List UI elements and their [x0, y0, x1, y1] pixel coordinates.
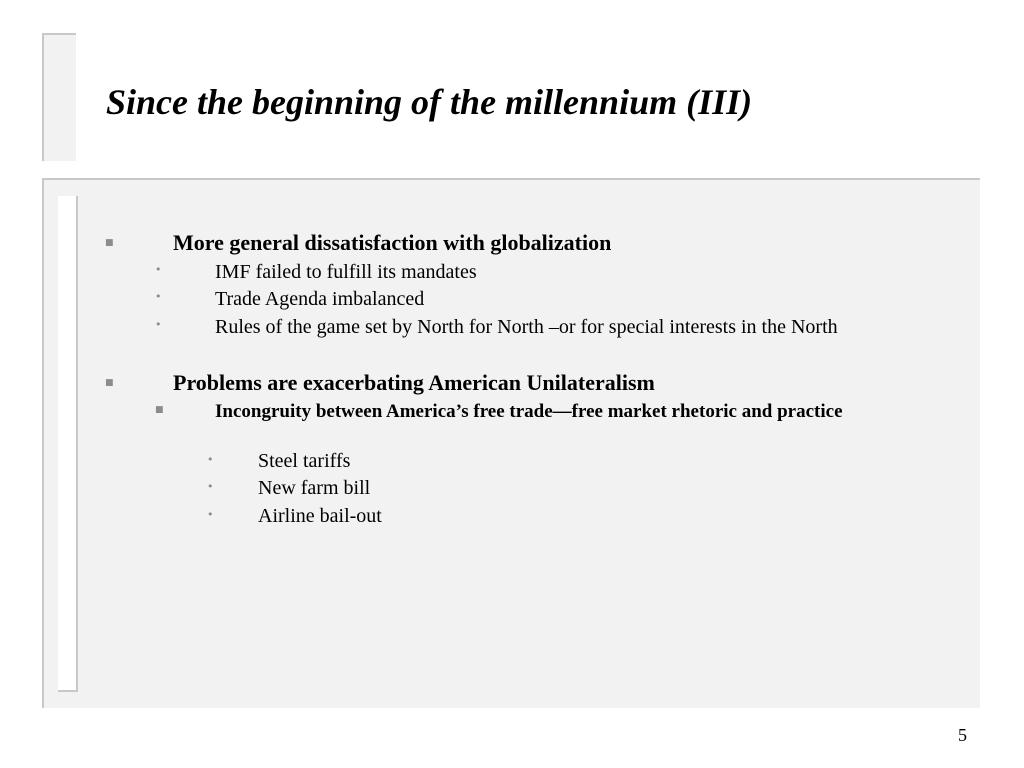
slide-title: Since the beginning of the millennium (III): [106, 82, 753, 122]
square-bullet-icon: ■: [105, 378, 114, 388]
dot-bullet-icon: •: [155, 318, 162, 331]
bullet-level1-unilateralism: Problems are exacerbating American Unilateralism: [173, 370, 655, 395]
bullet-level2-incongruity: Incongruity between America’s free trade—free market rhetoric and practice: [215, 401, 843, 422]
page-number: 5: [958, 725, 967, 745]
bullet-level2-trade-agenda: Trade Agenda imbalanced: [215, 288, 425, 310]
bullet-level3-farm-bill: New farm bill: [258, 477, 371, 499]
dot-bullet-icon: •: [207, 453, 214, 466]
bullet-level3-airline-bailout: Airline bail-out: [258, 505, 382, 527]
dot-bullet-icon: •: [207, 480, 214, 493]
dot-bullet-icon: •: [207, 508, 214, 521]
dot-bullet-icon: •: [155, 263, 162, 276]
bullet-level1-globalization: More general dissatisfaction with globalization: [173, 230, 612, 255]
content-panel: [42, 178, 980, 708]
bullet-level2-rules: Rules of the game set by North for North –or for special interests in the North: [215, 316, 838, 338]
dot-bullet-icon: •: [155, 290, 162, 303]
title-accent-bar: [42, 33, 76, 161]
bullet-level3-steel-tariffs: Steel tariffs: [258, 450, 351, 472]
content-accent-bar: [58, 196, 78, 692]
square-bullet-icon: ■: [155, 405, 164, 415]
square-bullet-icon: ■: [105, 238, 114, 248]
bullet-level2-imf: IMF failed to fulfill its mandates: [215, 261, 477, 283]
